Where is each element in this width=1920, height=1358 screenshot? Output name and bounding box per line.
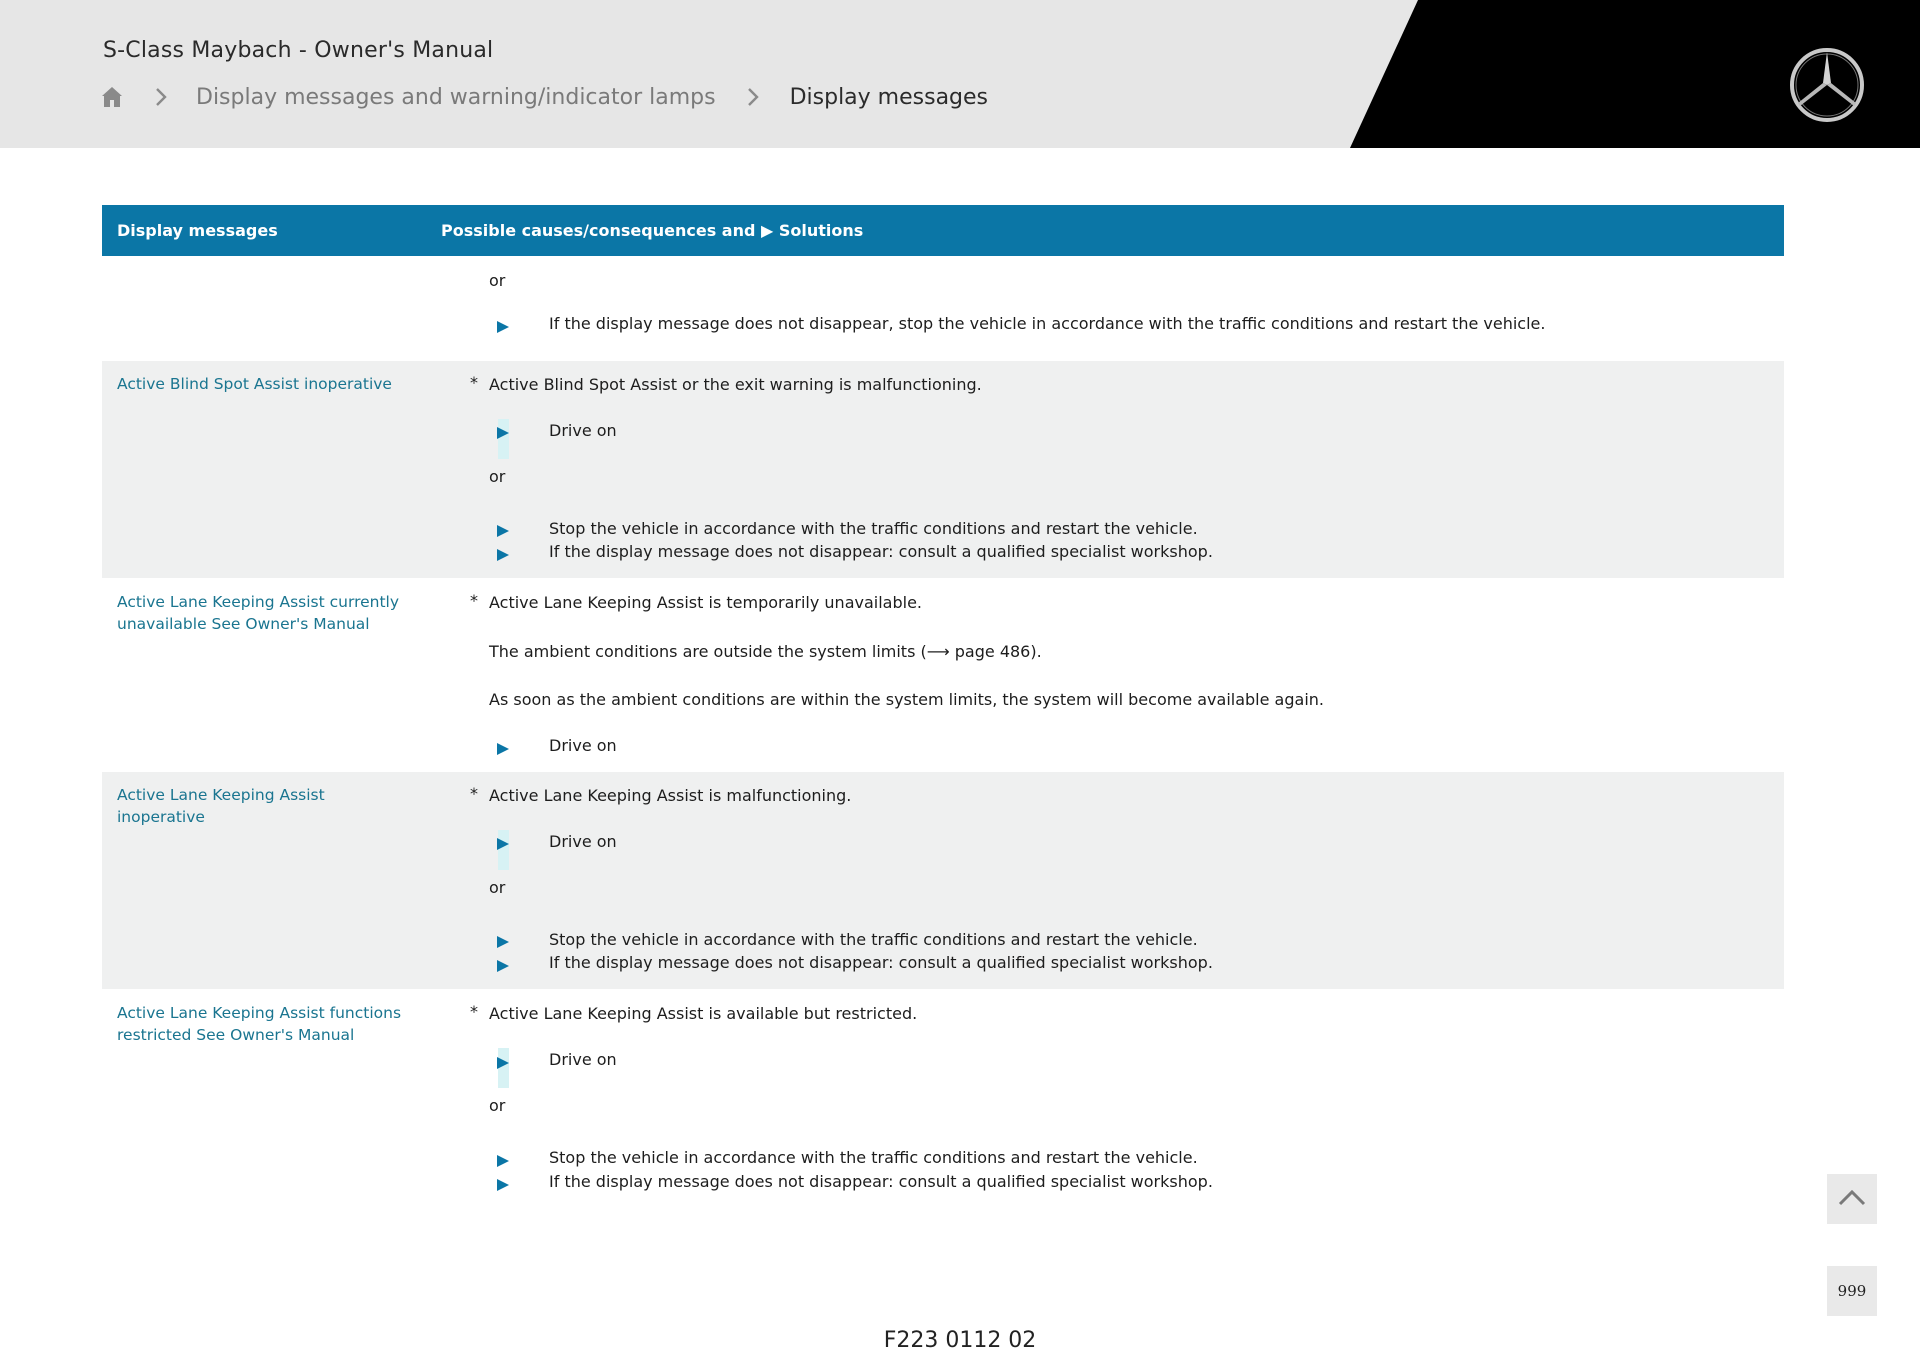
cause-text: Active Blind Spot Assist or the exit warning is malfunctioning. bbox=[489, 375, 982, 394]
display-message-link[interactable]: Active Lane Keeping Assist currently unavailable See Owner's Manual bbox=[117, 593, 400, 633]
solution-arrow-icon bbox=[495, 958, 511, 974]
solution-arrow-icon bbox=[495, 1055, 511, 1071]
chevron-up-icon bbox=[1837, 1187, 1867, 1211]
table-row bbox=[102, 578, 1784, 772]
cause-bullet: * bbox=[470, 373, 478, 392]
chevron-right-icon bbox=[746, 86, 760, 108]
solution-step: If the display message does not disappear: consult a qualified specialist workshop. bbox=[549, 953, 1213, 972]
home-icon[interactable] bbox=[100, 85, 124, 109]
solution-arrow-icon bbox=[495, 523, 511, 539]
doc-title: S-Class Maybach - Owner's Manual bbox=[103, 38, 494, 63]
table-row bbox=[102, 256, 1784, 361]
solution-step: Drive on bbox=[549, 736, 617, 755]
solution-arrow-icon bbox=[495, 425, 511, 441]
display-message-link[interactable]: Active Lane Keeping Assist functions restricted See Owner's Manual bbox=[117, 1004, 402, 1044]
solution-step: Drive on bbox=[549, 1050, 617, 1069]
cause-text: Active Lane Keeping Assist is temporarily unavailable. bbox=[489, 593, 922, 612]
display-message-link[interactable]: Active Blind Spot Assist inoperative bbox=[117, 375, 392, 393]
solution-arrow-icon bbox=[495, 319, 511, 335]
display-message-link[interactable]: Active Lane Keeping Assist inoperative bbox=[117, 786, 325, 826]
or-text: or bbox=[489, 271, 506, 290]
cause-bullet: * bbox=[470, 1002, 478, 1021]
cause-text: Active Lane Keeping Assist is available but restricted. bbox=[489, 1004, 918, 1023]
or-text: or bbox=[489, 1096, 506, 1115]
or-text: or bbox=[489, 878, 506, 897]
solution-step: If the display message does not disappear: consult a qualified specialist workshop. bbox=[549, 1172, 1213, 1191]
cause-bullet: * bbox=[470, 591, 478, 610]
solution-step: If the display message does not disappear, stop the vehicle in accordance with the traffic conditions and restart the vehicle. bbox=[549, 314, 1546, 333]
solution-step: Stop the vehicle in accordance with the traffic conditions and restart the vehicle. bbox=[549, 930, 1198, 949]
solution-step: Stop the vehicle in accordance with the traffic conditions and restart the vehicle. bbox=[549, 519, 1198, 538]
solution-arrow-icon bbox=[495, 1153, 511, 1169]
col-header-causes-solutions: Possible causes/consequences and ▶ Solutions bbox=[441, 221, 864, 240]
col-header-display-messages: Display messages bbox=[117, 221, 278, 240]
cause-bullet: * bbox=[470, 784, 478, 803]
table-row bbox=[102, 989, 1784, 1209]
breadcrumb-link-display-messages-and-lamps[interactable]: Display messages and warning/indicator lamps bbox=[196, 84, 716, 110]
solution-step: Drive on bbox=[549, 421, 617, 440]
solution-arrow-icon bbox=[495, 741, 511, 757]
info-text: As soon as the ambient conditions are within the system limits, the system will become available again. bbox=[489, 690, 1324, 709]
chevron-right-icon bbox=[154, 86, 168, 108]
solution-arrow-icon bbox=[495, 836, 511, 852]
table-header bbox=[102, 205, 1784, 256]
breadcrumb bbox=[100, 80, 988, 114]
page-number-button[interactable]: 999 bbox=[1827, 1266, 1877, 1316]
info-text: The ambient conditions are outside the system limits (⟶ page 486). bbox=[489, 642, 1042, 661]
table-row bbox=[102, 361, 1784, 578]
solution-arrow-icon bbox=[495, 1177, 511, 1193]
display-messages-table bbox=[102, 205, 1784, 1209]
document-code: F223 0112 02 bbox=[883, 1328, 1037, 1353]
solution-step: Stop the vehicle in accordance with the traffic conditions and restart the vehicle. bbox=[549, 1148, 1198, 1167]
solution-step: Drive on bbox=[549, 832, 617, 851]
table-row bbox=[102, 772, 1784, 989]
breadcrumb-current: Display messages bbox=[789, 84, 989, 110]
solution-arrow-icon bbox=[495, 547, 511, 563]
solution-step: If the display message does not disappear: consult a qualified specialist workshop. bbox=[549, 542, 1213, 561]
solution-arrow-icon bbox=[495, 934, 511, 950]
mercedes-star-logo bbox=[1788, 46, 1866, 124]
cause-text: Active Lane Keeping Assist is malfunctioning. bbox=[489, 786, 852, 805]
or-text: or bbox=[489, 467, 506, 486]
scroll-to-top-button[interactable] bbox=[1827, 1174, 1877, 1224]
